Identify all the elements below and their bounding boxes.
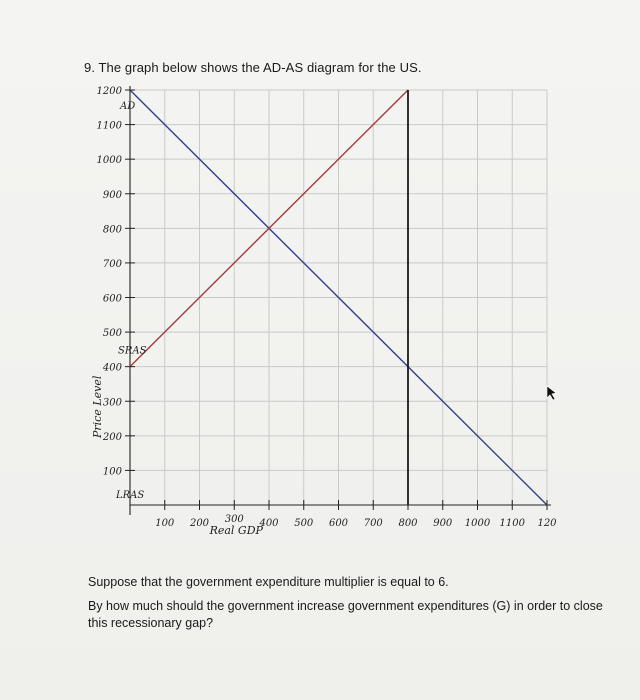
x-tick-label: 500	[294, 518, 314, 529]
y-axis-label: Price Level	[91, 375, 104, 438]
y-tick-label: 800	[102, 224, 122, 236]
y-tick-label: 600	[102, 293, 122, 305]
y-tick-label: 300	[102, 397, 122, 409]
y-tick-label: 100	[102, 466, 122, 478]
y-tick-label: 1100	[96, 120, 122, 132]
cursor-arrow-icon	[547, 386, 556, 400]
x-tick-label: 300	[224, 514, 244, 525]
ad-curve-label: AD	[120, 101, 136, 112]
prompt-text: By how much should the government increase government expenditures (G) in order to close this recessionary gap?	[88, 599, 603, 630]
x-tick-label: 600	[328, 518, 349, 529]
y-tick-label: 1000	[96, 155, 122, 167]
multiplier-text: Suppose that the government expenditure multiplier is equal to 6.	[88, 575, 449, 589]
x-tick-label: 1100	[499, 518, 525, 529]
x-tick-label: 1000	[464, 518, 491, 529]
y-tick-label: 1200	[96, 86, 122, 97]
lras-curve-label: LRAS	[116, 490, 145, 501]
sras-curve-label: SRAS	[118, 345, 147, 357]
x-tick-label: 900	[433, 518, 453, 529]
x-tick-label: 700	[363, 518, 383, 529]
question-title: 9. The graph below shows the AD-AS diagram for the US.	[84, 60, 422, 75]
x-tick-label: 200	[189, 518, 210, 529]
y-tick-label: 500	[102, 328, 122, 340]
y-tick-label: 200	[102, 431, 122, 443]
x-tick-label: 100	[155, 518, 175, 529]
y-tick-label: 400	[102, 362, 122, 374]
chart-axes	[130, 86, 551, 515]
chart-ticks	[97, 86, 558, 529]
x-axis-label: Real GDP	[209, 524, 263, 537]
y-tick-label: 700	[102, 258, 122, 270]
x-tick-label: 400	[259, 518, 279, 529]
x-tick-label: 800	[398, 518, 418, 529]
y-tick-label: 900	[102, 189, 122, 201]
x-tick-label: 120	[537, 518, 557, 529]
